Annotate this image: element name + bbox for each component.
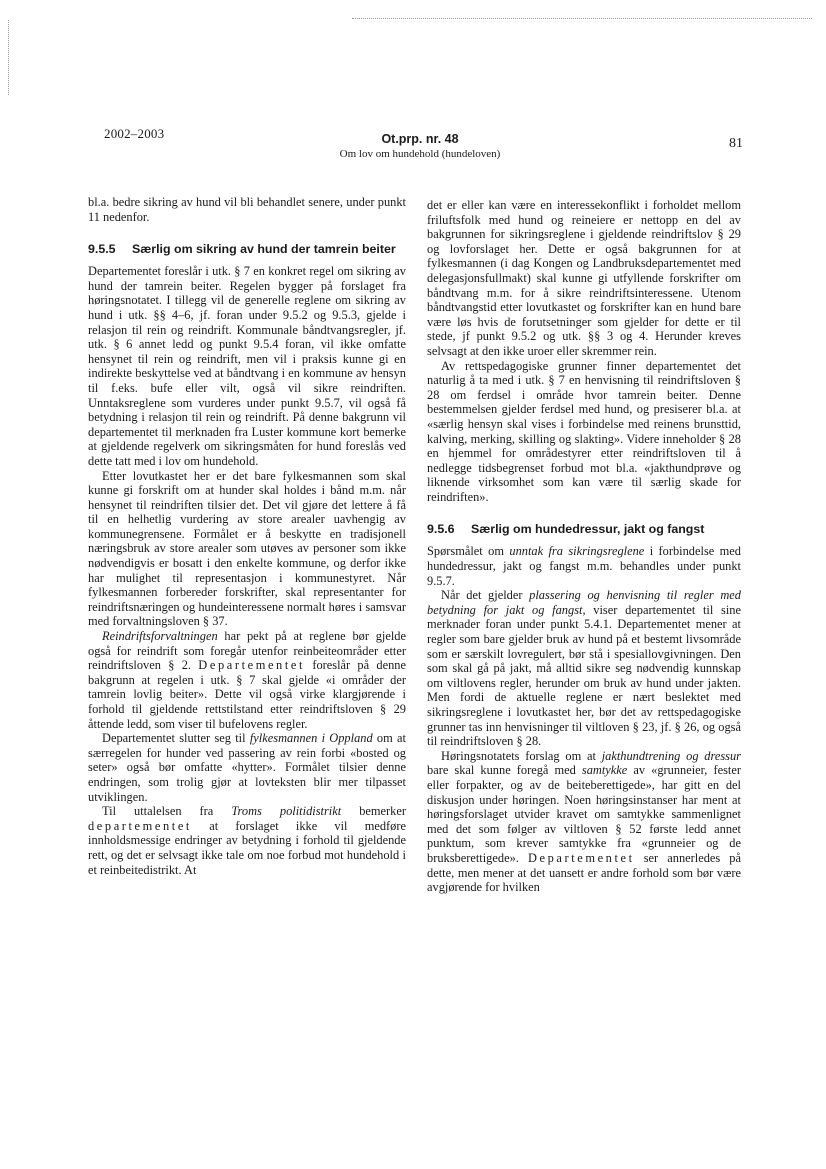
- paragraph: Når det gjelder plassering og henvisning til regler med betydning for jakt og fangst, viser departementet til sine merknader foran under punkt 5.4.1. Departementet mener at regler som bare gjelder bruk av hund på et bestemt livsområde som er særskilt lovregulert, bør stå i spesiallovgivningen. Den som skal gå på jakt, må alltid sikre seg nødvendig kunnskap om viltlovens regler, herunder om bruk av hund under jakten. Men fordi de aktuelle reglene er nært beslektet med sikringsreglene i lovutkastet her, bør det av rettspedagogiske grunner tas inn henvisninger til viltloven § 23, jf. § 26, og også til reindriftsloven § 28.: [427, 588, 741, 749]
- paragraph: Høringsnotatets forslag om at jakthundtrening og dressur bare skal kunne foregå med samtykke av «grunneier, fester eller forpakter, og av de beiteberettigede», har gitt en del diskusjon under høringen. Noen høringsinstanser har ment at høringsforslaget utvider kravet om samtykke sammenlignet med det som følger av viltloven § 52 første ledd annet punktum, som krever samtykke fra «grunneier og de bruksberettigede». Departementet ser annerledes på dette, men mener at det uansett er andre forhold som bør være avgjørende for hvilken: [427, 748, 741, 895]
- header-year: 2002–2003: [104, 126, 165, 141]
- paragraph: Etter lovutkastet her er det bare fylkesmannen som skal kunne gi forskrift om at hunder skal holdes i bånd m.m. når hensynet til reindriften tilsier det. Det vil gjøre det lettere å få til en helhetlig vurdering av store arealer uavhengig av kommunegrensene. Formålet er å beskytte en tradisjonell næringsbruk av store arealer som utøves av personer som ikke nødvendigvis er bosatt i den enkelte kommune, og derfor ikke har mulighet til representasjon i kommunestyret. Når fylkesmannen forbereder forskrifter, skal representanter for reindriftsnæringen og hundeinteressene normalt høres i samsvar med forvaltningsloven § 37.: [88, 468, 406, 629]
- section-heading-9-5-6: [427, 522, 741, 537]
- spaced-text: Departementet: [527, 850, 635, 865]
- scan-artifact-top: [352, 18, 812, 19]
- document-title: Ot.prp. nr. 48: [381, 132, 459, 146]
- paragraph: bl.a. bedre sikring av hund vil bli behandlet senere, under punkt 11 nedenfor.: [88, 195, 406, 224]
- paragraph: det er eller kan være en interessekonflikt i forholdet mellom friluftsfolk med hund og reineiere er nettopp en del av bakgrunnen for sikringsreglene i gjeldende reindriftslov § 29 og lovforslaget her. Dette er også bakgrunnen for at fylkesmannen (i dag Kongen og Landbruksdepartementet med delegasjonsfullmakt) skal kunne gi utfyllende forskrifter om båndtvang m.m. for å sikre reindriftsinteressene. Utenom båndtvangstid etter lovutkastet og forskrifter kan en hund bare være løs hvis de forutsetninger som gjelder for dette er til stede, jf punkt 9.5.2 og utk. §§ 3 og 4. Herunder kreves selvsagt at den ikke uroer eller skremmer rein.: [427, 198, 741, 358]
- section-number: 9.5.6: [427, 522, 455, 537]
- emphasis: samtykke: [581, 763, 628, 778]
- emphasis: Troms politidistrikt: [231, 804, 342, 819]
- emphasis: plassering og henvisning til regler med betydning for jakt og fangst,: [427, 588, 741, 617]
- emphasis: fylkesmannen i Oppland: [249, 731, 373, 746]
- emphasis: Reindriftsforvaltningen: [102, 629, 218, 644]
- scan-artifact-left: [8, 20, 9, 95]
- section-heading-9-5-5: [88, 242, 406, 257]
- section-number: 9.5.5: [88, 242, 116, 257]
- spaced-text: Departementet: [198, 658, 306, 673]
- paragraph: Reindriftsforvaltningen har pekt på at reglene bør gjelde også for reindrift som foregår utenfor reinbeiteområder etter reindriftsloven § 2. Departementet foreslår på denne bakgrunn at regelen i utk. § 7 skal gjelde «i områder der tamrein lovlig beiter». Dette vil også virke klargjørende i forhold til gjeldende rettstilstand etter reindriftsloven § 29 åttende ledd, som viser til bufelovens regler.: [88, 629, 406, 731]
- paragraph: Departementet slutter seg til fylkesmannen i Oppland om at særregelen for hunder ved passering av rein forbi «bosted og seter» også bør omfatte «hytter». Formålet tilsier denne endringen, som trolig gjør at lovteksten blir mer tilpasset utviklingen.: [88, 731, 406, 804]
- paragraph: Av rettspedagogiske grunner finner departementet det naturlig å ta med i utk. § 7 en henvisning til reindriftsloven § 28 om ferdsel i område hvor tamrein beiter. Denne bestemmelsen gjelder ferdsel med hund, og presiserer bl.a. at «særlig hensyn skal vises i forbindelse med reinens brunsttid, kalving, merking, skilling og slakting». Videre inneholder § 28 en hjemmel for områdestyrer etter reindriftsloven til å nedlegge tidsbegrenset forbud mot bl.a. «jakthundprøve og liknende virksomhet som kan være til særlig skade for reindriften».: [427, 358, 741, 504]
- running-header: [250, 132, 590, 160]
- section-title: Særlig om hundedressur, jakt og fangst: [471, 522, 705, 537]
- paragraph: Spørsmålet om unntak fra sikringsreglene i forbindelse med hundedressur, jakt og fangst m.m. behandles under punkt 9.5.7.: [427, 544, 741, 588]
- document-subtitle: Om lov om hundehold (hundeloven): [339, 148, 501, 160]
- right-column: [427, 198, 741, 1158]
- page-number: 81: [729, 136, 743, 151]
- emphasis: unntak fra sikringsreglene: [509, 544, 645, 559]
- section-title: Særlig om sikring av hund der tamrein beiter: [132, 242, 396, 257]
- spaced-text: departementet: [88, 818, 192, 833]
- left-column: [88, 195, 406, 1155]
- paragraph: Departementet foreslår i utk. § 7 en konkret regel om sikring av hund der tamrein beiter. Regelen bygger på forslaget fra høringsnotatet. I tillegg vil de generelle reglene om sikring av hund i utk. §§ 4–6, jf. foran under 9.5.2 og 9.5.3, gjelde i relasjon til rein og reindrift. Kommunale båndtvangsregler, jf. utk. § 6 annet ledd og punkt 9.5.4 foran, vil ikke omfatte hensynet til rein og reindrift, men vil i praksis kunne gi en indirekte beskyttelse ved at båndtvang i en kommune av hensyn til f.eks. bufe eller vilt, også vil sikre reindriften. Unntaksreglene som vurderes under punkt 9.5.7, vil også få betydning i relasjon til rein og reindrift. På denne bakgrunn vil departementet til merknaden fra Luster kommune kort bemerke at gjeldende regelverk om sikringsmåten for hund foreslås ved dette tatt med i lov om hundehold.: [88, 264, 406, 468]
- emphasis: jakthundtrening og dressur: [601, 748, 741, 763]
- paragraph: Til uttalelsen fra Troms politidistrikt bemerker departementet at forslaget ikke vil medføre innholdsmessige endringer av betydning i forhold til gjeldende rett, og det er selvsagt ikke tale om noe forbud mot hundehold i et reinbeitedistrikt. At: [88, 804, 406, 877]
